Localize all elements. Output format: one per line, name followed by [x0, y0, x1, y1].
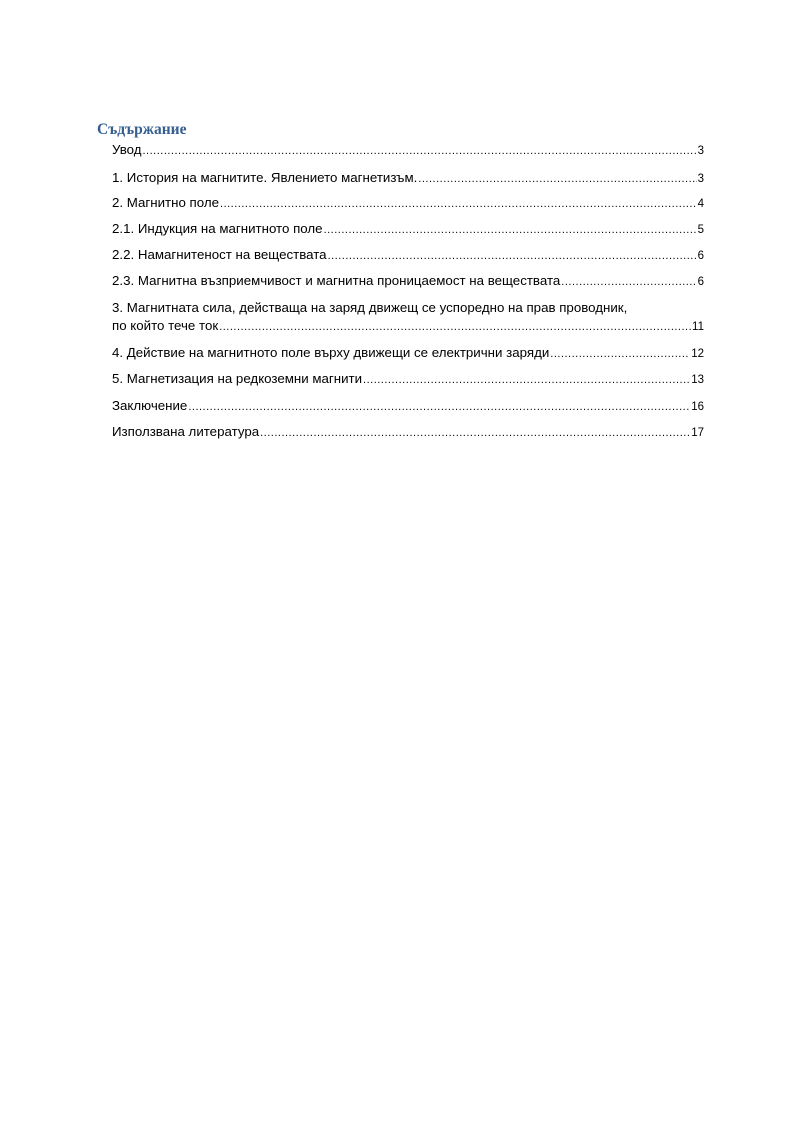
toc-page-number: 11 — [692, 321, 704, 333]
toc-leader-dots — [220, 195, 697, 213]
toc-entry-references[interactable] — [112, 423, 704, 441]
toc-page-number: 5 — [697, 224, 704, 236]
toc-leader-dots — [142, 142, 696, 160]
toc-entry-history[interactable] — [112, 169, 704, 187]
toc-entry-susceptibility[interactable] — [112, 272, 704, 290]
toc-entry-label: 5. Магнетизация на редкоземни магнити — [112, 371, 363, 386]
toc-page-number: 4 — [697, 198, 704, 210]
toc-leader-dots — [219, 318, 691, 336]
toc-page-number: 13 — [691, 374, 704, 386]
toc-entry-conclusion[interactable] — [112, 397, 704, 415]
toc-entry-magnetic-force[interactable] — [112, 299, 704, 336]
toc-leader-dots — [324, 221, 697, 239]
toc-entry-label: 2.2. Намагнитеност на веществата — [112, 247, 327, 262]
toc-entry-label: Заключение — [112, 398, 188, 413]
toc-page-number: 6 — [697, 250, 704, 262]
toc-page-number: 16 — [691, 401, 704, 413]
toc-page-number: 3 — [697, 145, 704, 157]
toc-entry-label: 2. Магнитно поле — [112, 195, 220, 210]
toc-entry-label: 1. История на магнитите. Явлението магнетизъм. — [112, 170, 418, 185]
toc-entry-label: Увод — [112, 142, 142, 157]
toc-leader-dots — [260, 424, 690, 442]
toc-leader-dots — [328, 247, 697, 265]
toc-entry-induction[interactable] — [112, 220, 704, 238]
toc-leader-dots — [418, 170, 696, 188]
toc-entry-label-line2: по който тече ток — [112, 318, 219, 333]
toc-leader-dots — [550, 345, 690, 363]
toc-leader-dots — [363, 371, 690, 389]
toc-entry-moving-charges[interactable] — [112, 344, 704, 362]
toc-page-number: 3 — [697, 173, 704, 185]
toc-page-number: 6 — [697, 276, 704, 288]
toc-entry-intro[interactable] — [112, 141, 704, 159]
toc-entry-label: 2.1. Индукция на магнитното поле — [112, 221, 323, 236]
toc-page-number: 12 — [691, 348, 704, 360]
toc-entry-label: 4. Действие на магнитното поле върху движещи се електрични заряди — [112, 345, 550, 360]
toc-entry-magnetization[interactable] — [112, 246, 704, 264]
toc-entry-magnetic-field[interactable] — [112, 194, 704, 212]
toc-leader-dots — [188, 398, 690, 416]
toc-title: Съдържание — [97, 121, 187, 138]
toc-entry-label: Използвана литература — [112, 424, 260, 439]
toc-entry-label-line1: 3. Магнитната сила, действаща на заряд движещ се успоредно на прав проводник, — [112, 300, 628, 315]
toc-entry-label: 2.3. Магнитна възприемчивост и магнитна проницаемост на веществата — [112, 273, 561, 288]
toc-leader-dots — [561, 273, 696, 291]
toc-entry-rare-earth[interactable] — [112, 370, 704, 388]
toc-page-number: 17 — [691, 427, 704, 439]
